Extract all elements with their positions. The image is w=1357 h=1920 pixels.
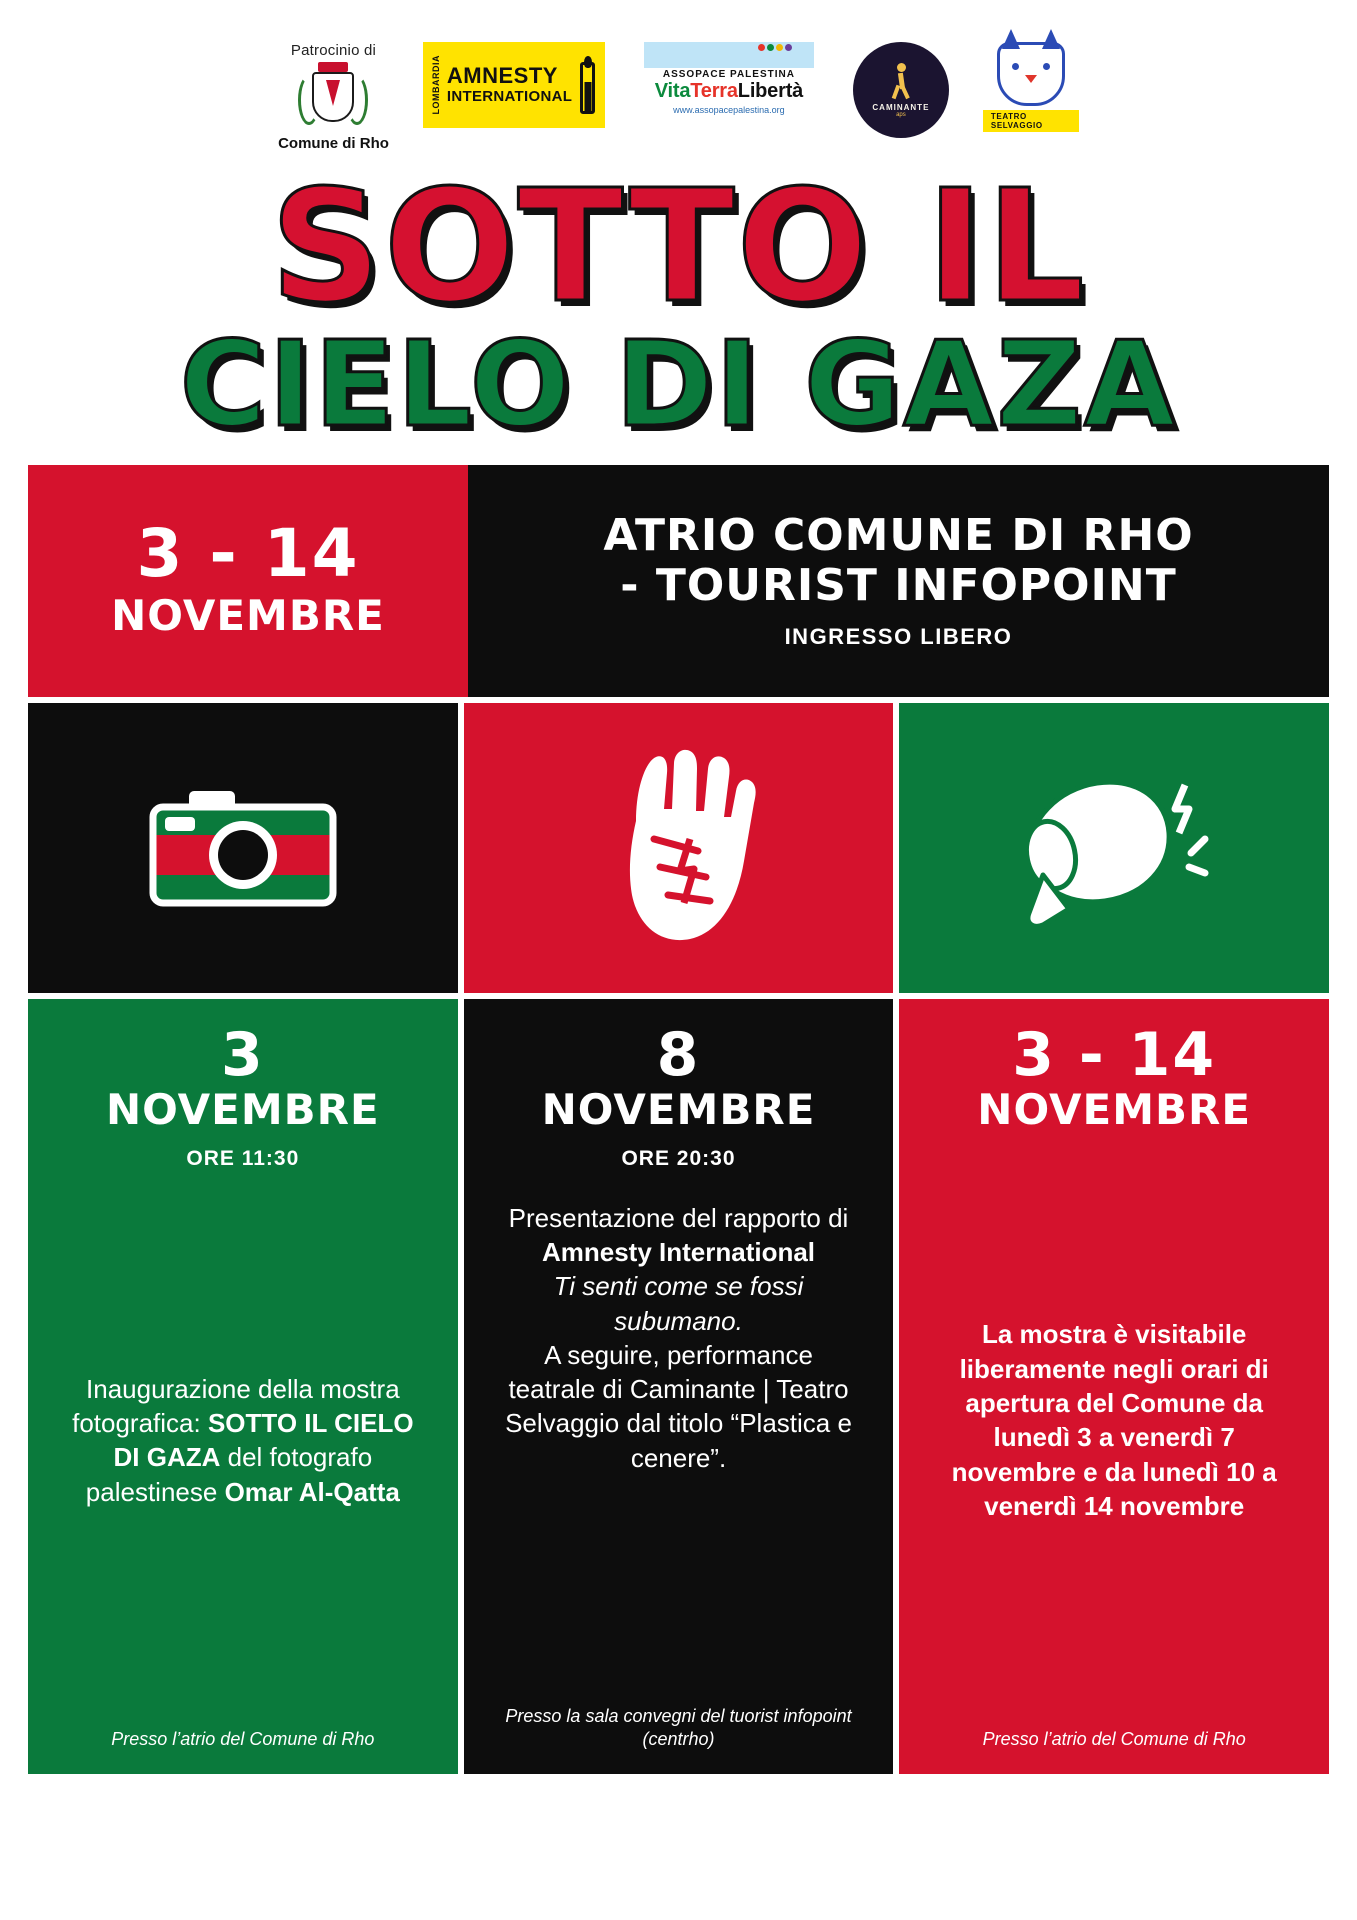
- card-1-text-2: del fotografo palestinese: [85, 1442, 373, 1507]
- program-card-2: [464, 999, 894, 1774]
- comune-name-label: Comune di Rho: [278, 135, 389, 152]
- icon-cell-fist: [464, 703, 894, 993]
- card-2-description: [498, 1201, 860, 1687]
- card-1-text-1: Inaugurazione della mostra fotografica:: [72, 1373, 400, 1439]
- sponsor-logo-bar: [0, 0, 1357, 158]
- title-line-1: SOTTO IL: [270, 156, 1087, 337]
- program-cards: [28, 999, 1329, 1774]
- card-2-footer: Presso la sala convegni del tuorist infopoint (centrho): [505, 1705, 852, 1750]
- patrocinio-label: Patrocinio di: [290, 42, 377, 59]
- card-1-bold-1: SOTTO IL CIELO DI GAZA: [113, 1408, 414, 1473]
- walking-person-icon: [888, 63, 914, 99]
- banner-dates-main: 3 - 14: [136, 515, 360, 593]
- card-1-description: [62, 1171, 424, 1711]
- program-card-1: [28, 999, 458, 1774]
- card-2-day: 8: [656, 1019, 701, 1090]
- caminante-name: CAMINANTE: [872, 102, 930, 112]
- card-1-time: ORE 11:30: [186, 1146, 300, 1170]
- amnesty-line1: AMNESTY: [446, 63, 558, 89]
- assopace-liberta: Libertà: [737, 80, 804, 102]
- teatro-name: TEATRO SELVAGGIO: [983, 110, 1079, 132]
- logo-comune-di-rho: [278, 42, 389, 152]
- card-1-footer: Presso l’atrio del Comune di Rho: [111, 1729, 375, 1750]
- amnesty-region-label: LOMBARDIA: [430, 55, 441, 115]
- venue-line-2: - TOURIST INFOPOINT: [620, 559, 1177, 611]
- card-1-bold-2: Omar Al-Qatta: [224, 1476, 400, 1507]
- title-line-2: CIELO DI GAZA: [179, 314, 1178, 453]
- comune-crest-icon: [296, 61, 370, 133]
- card-2-text-1: Presentazione del rapporto di: [508, 1202, 849, 1233]
- icon-cell-camera: [28, 703, 458, 993]
- icon-band: [28, 703, 1329, 993]
- banner-dates: [28, 465, 468, 697]
- card-2-bold-1: Amnesty International: [541, 1236, 816, 1267]
- card-3-month: NOVEMBRE: [977, 1084, 1252, 1134]
- banner-venue: [468, 465, 1329, 697]
- logo-teatro-selvaggio: [983, 42, 1079, 132]
- assopace-vita: Vita: [654, 80, 691, 102]
- assopace-line1: ASSOPACE PALESTINA: [662, 69, 795, 80]
- card-2-text-2: A seguire, performance teatrale di Caminante | Teatro Selvaggio dal titolo “Plastica e cenere”.: [505, 1339, 852, 1473]
- card-1-month: NOVEMBRE: [105, 1084, 380, 1134]
- program-card-3: [899, 999, 1329, 1774]
- wolf-face-icon: [997, 42, 1065, 106]
- caminante-sub: aps: [896, 111, 906, 118]
- raised-fist-icon: [594, 743, 764, 953]
- event-banner: [28, 465, 1329, 697]
- card-3-text-1: La mostra è visitabile liberamente negli orari di apertura del Comune da lunedì 3 a venerdì 7 novembre e da lunedì 10 a venerdì 14 novembre: [951, 1319, 1277, 1522]
- logo-amnesty-international: [423, 42, 605, 128]
- card-2-month: NOVEMBRE: [541, 1084, 816, 1134]
- banner-dates-month: NOVEMBRE: [111, 591, 385, 641]
- candle-barbed-wire-icon: [578, 56, 597, 114]
- page-title: [0, 156, 1357, 453]
- card-2-time: ORE 20:30: [621, 1146, 736, 1170]
- icon-cell-megaphone: [899, 703, 1329, 993]
- card-2-italic-1: Ti senti come se fossi subumano.: [553, 1271, 804, 1336]
- card-3-footer: Presso l’atrio del Comune di Rho: [982, 1729, 1246, 1750]
- camera-icon: [143, 773, 343, 923]
- megaphone-icon: [999, 763, 1229, 933]
- logo-caminante: [853, 42, 949, 138]
- amnesty-line2: INTERNATIONAL: [446, 87, 573, 105]
- venue-line-1: ATRIO COMUNE DI RHO: [603, 510, 1194, 562]
- card-3-description: [933, 1131, 1295, 1711]
- assopace-url: www.assopacepalestina.org: [673, 105, 785, 115]
- card-1-day: 3: [220, 1019, 265, 1090]
- entry-label: INGRESSO LIBERO: [784, 623, 1013, 649]
- logo-assopace-palestina: [639, 42, 819, 115]
- card-3-day: 3 - 14: [1012, 1019, 1217, 1090]
- assopace-terra: Terra: [690, 80, 738, 102]
- assopace-sky-banner: [644, 42, 814, 68]
